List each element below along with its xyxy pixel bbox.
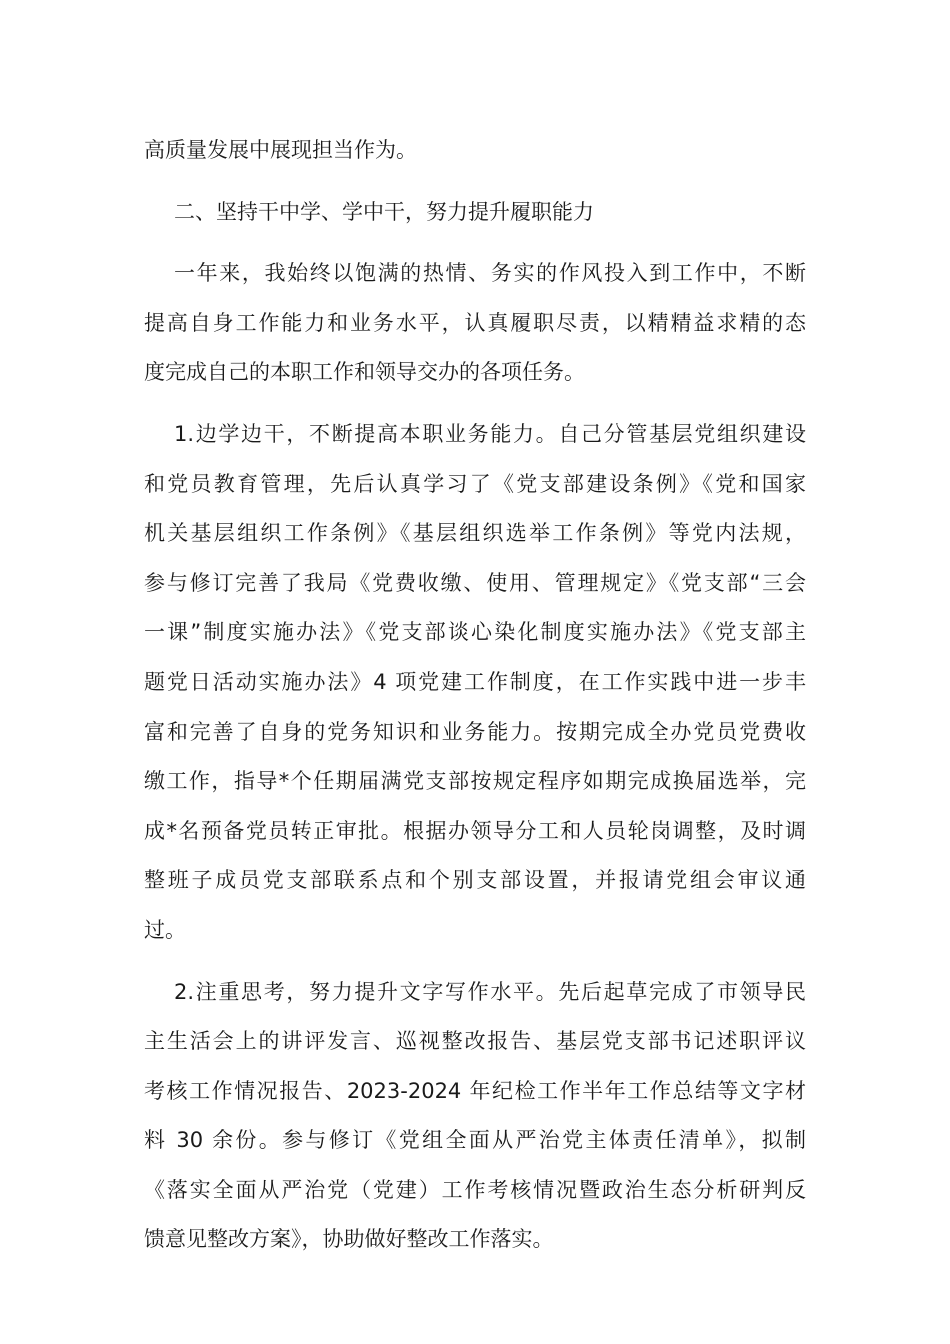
paragraph <box>144 968 806 1266</box>
text-line: 整班子成员党支部联系点和个别支部设置，并报请党组会审议通 <box>144 868 806 893</box>
text-line: 缴工作，指导*个任期届满党支部按规定程序如期完成换届选举，完 <box>144 769 806 794</box>
text-line: 题党日活动实施办法》4 项党建工作制度，在工作实践中进一步丰 <box>144 669 806 694</box>
section-heading <box>144 188 806 238</box>
text-line: 馈意见整改方案》，协助做好整改工作落实。 <box>144 1227 554 1252</box>
text-line: 一课”制度实施办法》《党支部谈心染化制度实施办法》《党支部主 <box>144 620 806 645</box>
paragraph-gap <box>144 398 806 410</box>
text-line: 提高自身工作能力和业务水平，认真履职尽责，以精精益求精的态 <box>144 310 806 335</box>
text-line: 主生活会上的讲评发言、巡视整改报告、基层党支部书记述职评议 <box>144 1029 806 1054</box>
text-line: 一年来，我始终以饱满的热情、务实的作风投入到工作中，不断 <box>174 261 806 286</box>
paragraph <box>144 249 806 398</box>
text-line: 料 30 余份。参与修订《党组全面从严治党主体责任清单》，拟制 <box>144 1128 806 1153</box>
text-line: 2.注重思考，努力提升文字写作水平。先后起草完成了市领导民 <box>174 979 806 1004</box>
text-line: 参与修订完善了我局《党费收缴、使用、管理规定》《党支部“三会 <box>144 570 806 595</box>
text-line: 度完成自己的本职工作和领导交办的各项任务。 <box>144 360 585 385</box>
text-line: 二、坚持干中学、学中干，努力提升履职能力 <box>174 199 594 224</box>
text-line: 机关基层组织工作条例》《基层组织选举工作条例》等党内法规， <box>144 521 806 546</box>
text-line: 过。 <box>144 917 186 942</box>
paragraph <box>144 126 806 176</box>
text-line: 《落实全面从严治党（党建）工作考核情况暨政治生态分析研判反 <box>144 1177 806 1202</box>
text-line: 富和完善了自身的党务知识和业务能力。按期完成全办党员党费收 <box>144 719 806 744</box>
text-line: 和党员教育管理，先后认真学习了《党支部建设条例》《党和国家 <box>144 471 806 496</box>
text-line: 成*名预备党员转正审批。根据办领导分工和人员轮岗调整，及时调 <box>144 818 806 843</box>
paragraph-gap <box>144 176 806 188</box>
paragraph-gap <box>144 956 806 968</box>
document-page <box>144 126 806 1265</box>
text-line: 高质量发展中展现担当作为。 <box>144 138 417 162</box>
paragraph-gap <box>144 237 806 249</box>
paragraph <box>144 410 806 956</box>
text-line: 1.边学边干，不断提高本职业务能力。自己分管基层党组织建设 <box>174 421 806 446</box>
text-line: 考核工作情况报告、2023-2024 年纪检工作半年工作总结等文字材 <box>144 1078 806 1103</box>
